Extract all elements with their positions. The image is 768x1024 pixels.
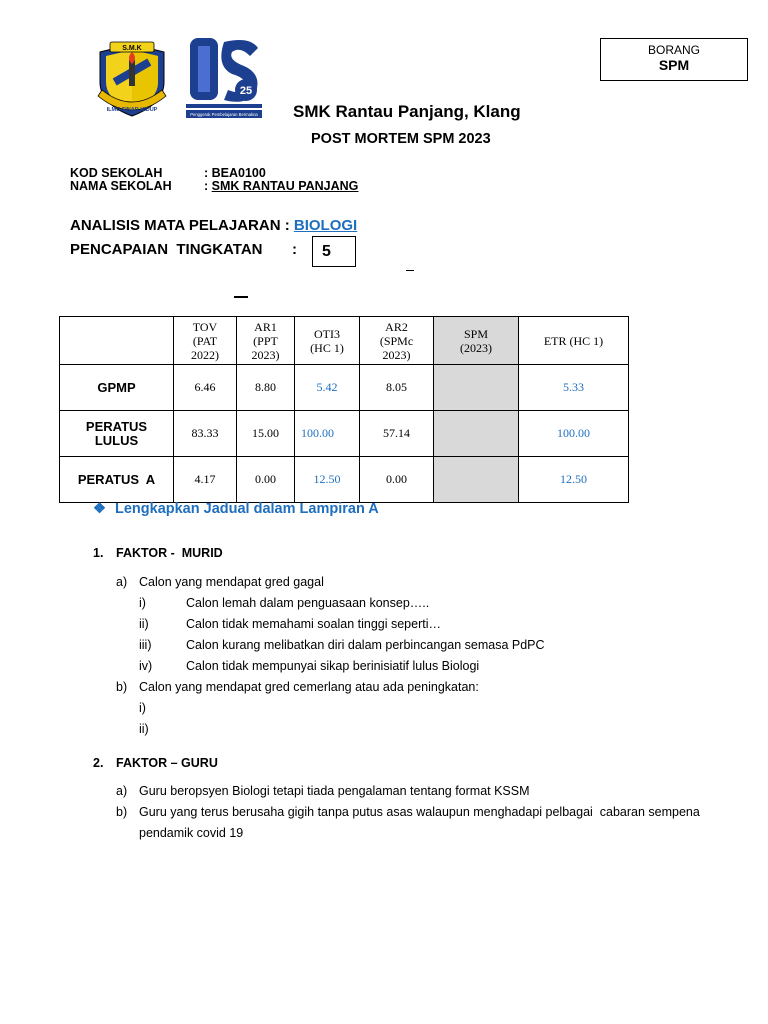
section2-number: 2. [93, 756, 104, 770]
borang-label: BORANG [647, 43, 700, 57]
list-item-marker: ii) [139, 617, 149, 631]
diamond-bullet-icon: ❖ [93, 501, 106, 517]
lampiran-note [93, 501, 379, 517]
header-oti3: OTI3 (HC 1) [295, 317, 360, 365]
table-cell: 57.14 [360, 411, 434, 457]
table-cell: 6.46 [174, 365, 237, 411]
ts25-number: 25 [239, 85, 253, 97]
dash-mark [406, 270, 414, 271]
row-label-gpmp: GPMP [60, 365, 174, 411]
section2-a-marker: a) [116, 784, 128, 798]
section2-b-text-line2: pendamik covid 19 [139, 826, 244, 840]
nama-sekolah-value: SMK RANTAU PANJANG [211, 179, 359, 193]
list-item: Calon kurang melibatkan diri dalam perbincangan semasa PdPC [186, 638, 545, 652]
results-table [59, 316, 629, 503]
header-etr: ETR (HC 1) [519, 317, 629, 365]
table-cell: 12.50 [519, 457, 629, 503]
borang-type: SPM [658, 57, 690, 73]
nama-sekolah-colon: : [204, 179, 212, 193]
kod-sekolah-label: KOD SEKOLAH [70, 166, 163, 180]
section1-b-text: Calon yang mendapat gred cemerlang atau ada peningkatan: [139, 680, 479, 694]
table-cell: 100.00 [519, 411, 629, 457]
dash-mark [234, 296, 248, 298]
list-item: Calon tidak mempunyai sikap berinisiatif lulus Biologi [186, 659, 480, 673]
table-cell: 8.80 [237, 365, 295, 411]
list-item-marker: i) [139, 701, 146, 715]
table-cell: 0.00 [360, 457, 434, 503]
list-item-marker: iv) [139, 659, 153, 673]
section1-a-marker: a) [116, 575, 128, 589]
table-cell: 100.00 [295, 411, 360, 457]
nama-sekolah-row [204, 179, 358, 193]
tingkatan-value-box: 5 [312, 236, 356, 267]
table-row-peratus-lulus [60, 411, 629, 457]
header-spm: SPM (2023) [434, 317, 519, 365]
table-cell-spm [434, 365, 519, 411]
analisis-label: ANALISIS MATA PELAJARAN : [70, 217, 294, 234]
crest-motto-text: ILMU SINAR HIDUP [106, 107, 158, 113]
table-row-peratus-a [60, 457, 629, 503]
table-cell: 5.33 [519, 365, 629, 411]
section2-b-marker: b) [116, 805, 128, 819]
table-cell: 5.42 [295, 365, 360, 411]
kod-sekolah-value: : BEA0100 [204, 166, 266, 180]
table-cell-spm [434, 457, 519, 503]
lampiran-note-text: Lengkapkan Jadual dalam Lampiran A [115, 501, 379, 517]
section2-title: FAKTOR – GURU [116, 756, 218, 770]
section2-b-text-line1: Guru yang terus berusaha gigih tanpa putus asas walaupun menghadapi pelbagai cabaran sempena [139, 805, 700, 819]
pencapaian-label: PENCAPAIAN TINGKATAN [70, 241, 263, 258]
header-tov: TOV (PAT 2022) [174, 317, 237, 365]
table-cell: 8.05 [360, 365, 434, 411]
table-cell: 15.00 [237, 411, 295, 457]
list-item: Calon tidak memahami soalan tinggi seperti… [186, 617, 441, 631]
row-label-peratus-lulus: PERATUS LULUS [60, 411, 174, 457]
table-header-row [60, 317, 629, 365]
section1-title: FAKTOR - MURID [116, 546, 223, 560]
list-item-marker: ii) [139, 722, 149, 736]
list-item: Calon lemah dalam penguasaan konsep….. [186, 596, 430, 610]
borang-box [600, 38, 748, 81]
table-cell: 0.00 [237, 457, 295, 503]
section1-b-marker: b) [116, 680, 128, 694]
ts25-caption: Penggerak Pembelajaran Bermakna [190, 112, 258, 117]
list-item-marker: i) [139, 596, 146, 610]
header-ar2: AR2 (SPMc 2023) [360, 317, 434, 365]
list-item-marker: iii) [139, 638, 152, 652]
table-row-gpmp [60, 365, 629, 411]
header-ar1: AR1 (PPT 2023) [237, 317, 295, 365]
table-cell: 12.50 [295, 457, 360, 503]
row-label-peratus-a: PERATUS A [60, 457, 174, 503]
section1-number: 1. [93, 546, 104, 560]
document-title: POST MORTEM SPM 2023 [311, 131, 491, 147]
crest-top-text: S.M.K [122, 45, 142, 52]
ts25-logo [184, 34, 264, 120]
section2-a-text: Guru beropsyen Biologi tetapi tiada pengalaman tentang format KSSM [139, 784, 530, 798]
table-cell-spm [434, 411, 519, 457]
table-cell: 4.17 [174, 457, 237, 503]
analisis-heading [70, 217, 357, 234]
pencapaian-colon: : [292, 241, 297, 258]
section1-a-text: Calon yang mendapat gred gagal [139, 575, 324, 589]
table-cell: 83.33 [174, 411, 237, 457]
nama-sekolah-label: NAMA SEKOLAH [70, 179, 172, 193]
school-title: SMK Rantau Panjang, Klang [293, 102, 521, 121]
table-corner-cell [60, 317, 174, 365]
school-crest-logo [92, 38, 172, 120]
subject-link[interactable]: BIOLOGI [293, 217, 358, 234]
